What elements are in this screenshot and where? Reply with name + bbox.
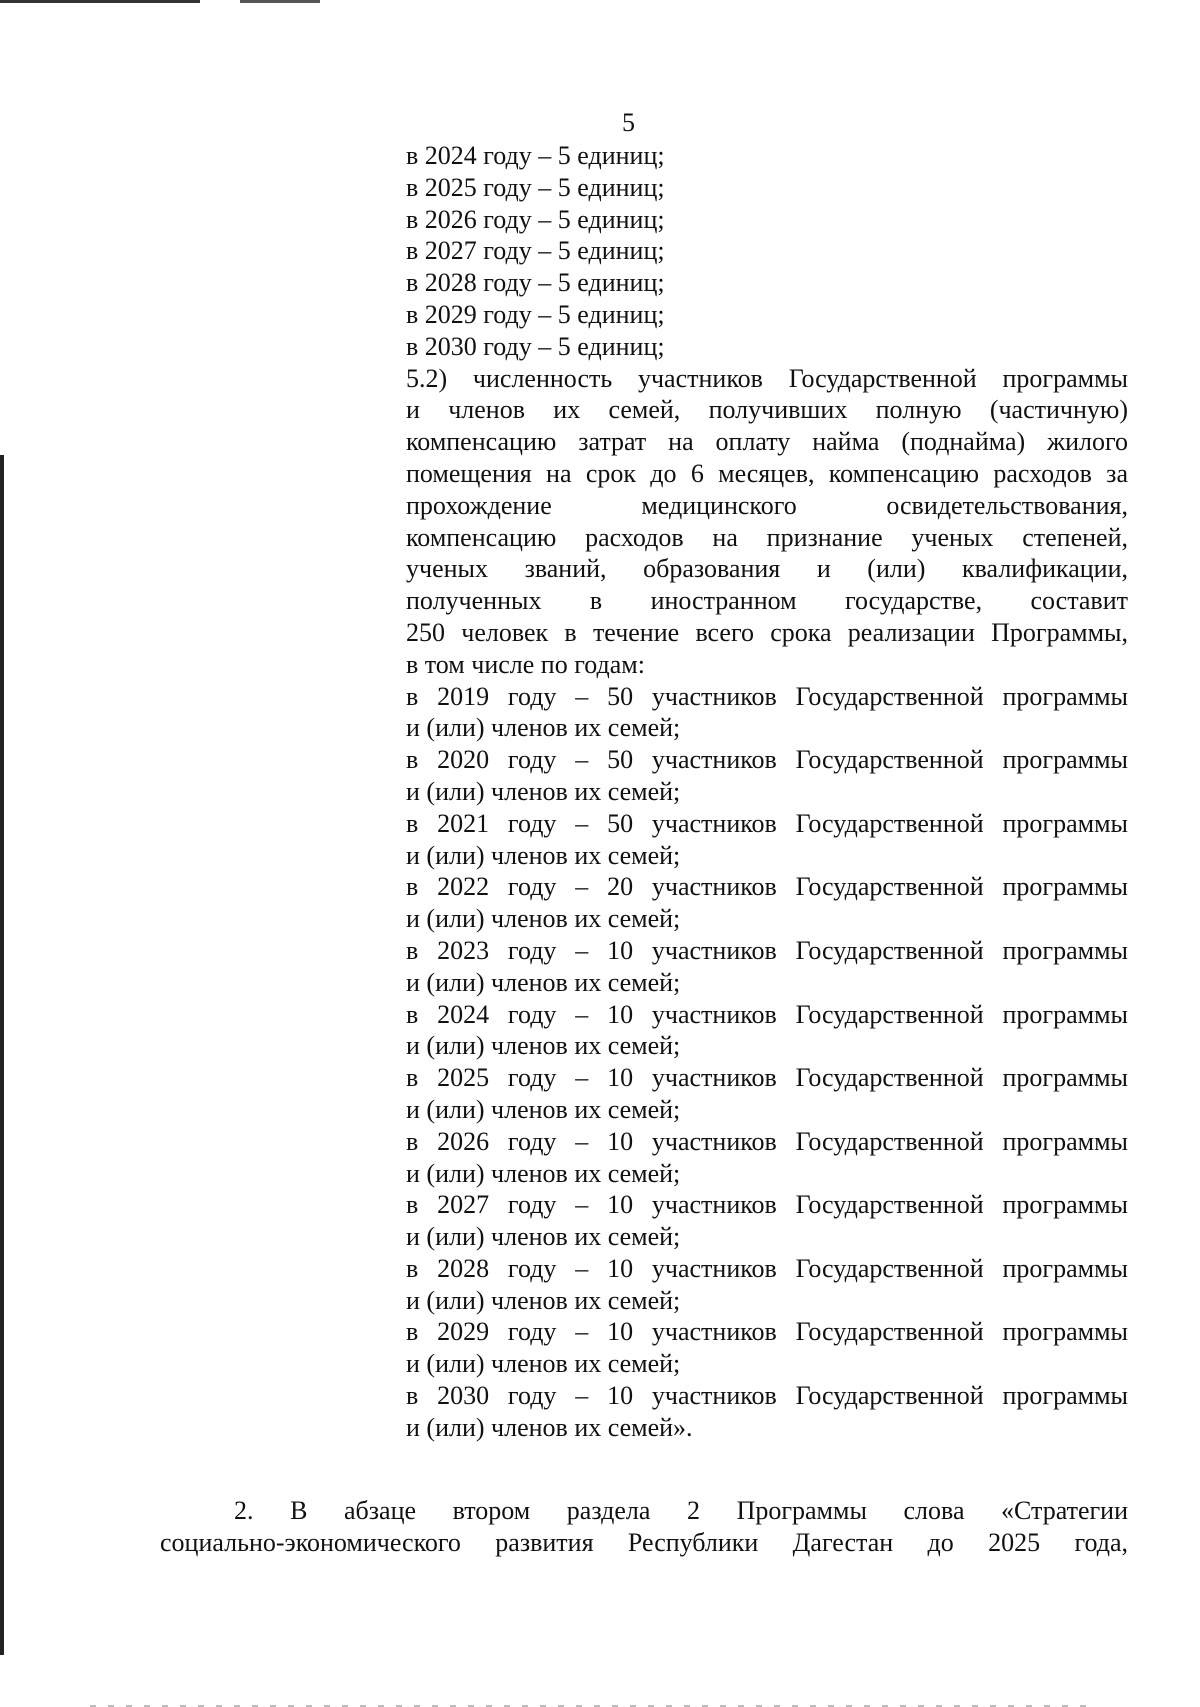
document-body <box>406 140 1128 1444</box>
paragraph-line: помещения на срок до 6 месяцев, компенсацию расходов за <box>406 458 1128 488</box>
paragraph-line: в том числе по годам: <box>406 649 645 679</box>
list-item: в 2020 году – 50 участников Государственной программы <box>406 745 1128 775</box>
list-item: в 2019 году – 50 участников Государственной программы <box>406 681 1128 711</box>
paragraph-line: социально-экономического развития Республики Дагестан до 2025 года, <box>160 1528 1128 1557</box>
paragraph-line: прохождение медицинского освидетельствования, <box>406 490 1128 520</box>
list-item: в 2024 году – 10 участников Государственной программы <box>406 999 1128 1029</box>
list-item: в 2029 году – 5 единиц; <box>406 299 665 329</box>
page-number: 5 <box>622 108 635 137</box>
paragraph-line: полученных в иностранном государстве, составит <box>406 586 1128 616</box>
scan-edge-top <box>0 0 380 3</box>
paragraph-line: 2. В абзаце втором раздела 2 Программы слова «Стратегии <box>234 1496 1128 1525</box>
list-item-continuation: и (или) членов их семей; <box>406 967 681 997</box>
list-item: в 2029 году – 10 участников Государственной программы <box>406 1317 1128 1347</box>
list-item: в 2030 году – 5 единиц; <box>406 331 665 361</box>
list-item-continuation: и (или) членов их семей; <box>406 1094 681 1124</box>
list-item: в 2027 году – 5 единиц; <box>406 236 665 266</box>
list-item-continuation: и (или) членов их семей; <box>406 840 681 870</box>
list-item-continuation: и (или) членов их семей». <box>406 1412 693 1442</box>
list-item: в 2024 году – 5 единиц; <box>406 141 665 170</box>
paragraph-2 <box>160 1495 1128 1559</box>
list-item: в 2028 году – 5 единиц; <box>406 268 665 298</box>
list-item: в 2028 году – 10 участников Государственной программы <box>406 1253 1128 1283</box>
list-item: в 2026 году – 5 единиц; <box>406 204 665 234</box>
list-item-continuation: и (или) членов их семей; <box>406 1285 681 1315</box>
list-item-continuation: и (или) членов их семей; <box>406 1031 681 1061</box>
list-item: в 2025 году – 10 участников Государственной программы <box>406 1063 1128 1093</box>
list-item: в 2025 году – 5 единиц; <box>406 172 665 202</box>
participants-list <box>406 681 1128 1444</box>
paragraph-line: ученых званий, образования и (или) квалификации, <box>406 554 1128 584</box>
paragraph-line: 5.2) численность участников Государственной программы <box>406 363 1128 393</box>
scan-edge-left <box>0 455 4 1655</box>
list-item: в 2030 году – 10 участников Государственной программы <box>406 1381 1128 1411</box>
list-item: в 2022 году – 20 участников Государственной программы <box>406 872 1128 902</box>
paragraph-line: компенсацию затрат на оплату найма (поднайма) жилого <box>406 427 1128 457</box>
paragraph-line: компенсацию расходов на признание ученых степеней, <box>406 522 1128 552</box>
list-item-continuation: и (или) членов их семей; <box>406 904 681 934</box>
list-item-continuation: и (или) членов их семей; <box>406 713 681 743</box>
list-item: в 2021 году – 50 участников Государственной программы <box>406 808 1128 838</box>
paragraph-line: 250 человек в течение всего срока реализации Программы, <box>406 617 1128 647</box>
item-5-2-paragraph <box>406 363 1128 681</box>
list-item: в 2027 году – 10 участников Государственной программы <box>406 1190 1128 1220</box>
list-item-continuation: и (или) членов их семей; <box>406 1222 681 1252</box>
list-item-continuation: и (или) членов их семей; <box>406 1349 681 1379</box>
list-item: в 2026 году – 10 участников Государственной программы <box>406 1126 1128 1156</box>
list-item-continuation: и (или) членов их семей; <box>406 1158 681 1188</box>
list-item-continuation: и (или) членов их семей; <box>406 776 681 806</box>
paragraph-line: и членов их семей, получивших полную (частичную) <box>406 395 1128 425</box>
list-item: в 2023 году – 10 участников Государственной программы <box>406 935 1128 965</box>
